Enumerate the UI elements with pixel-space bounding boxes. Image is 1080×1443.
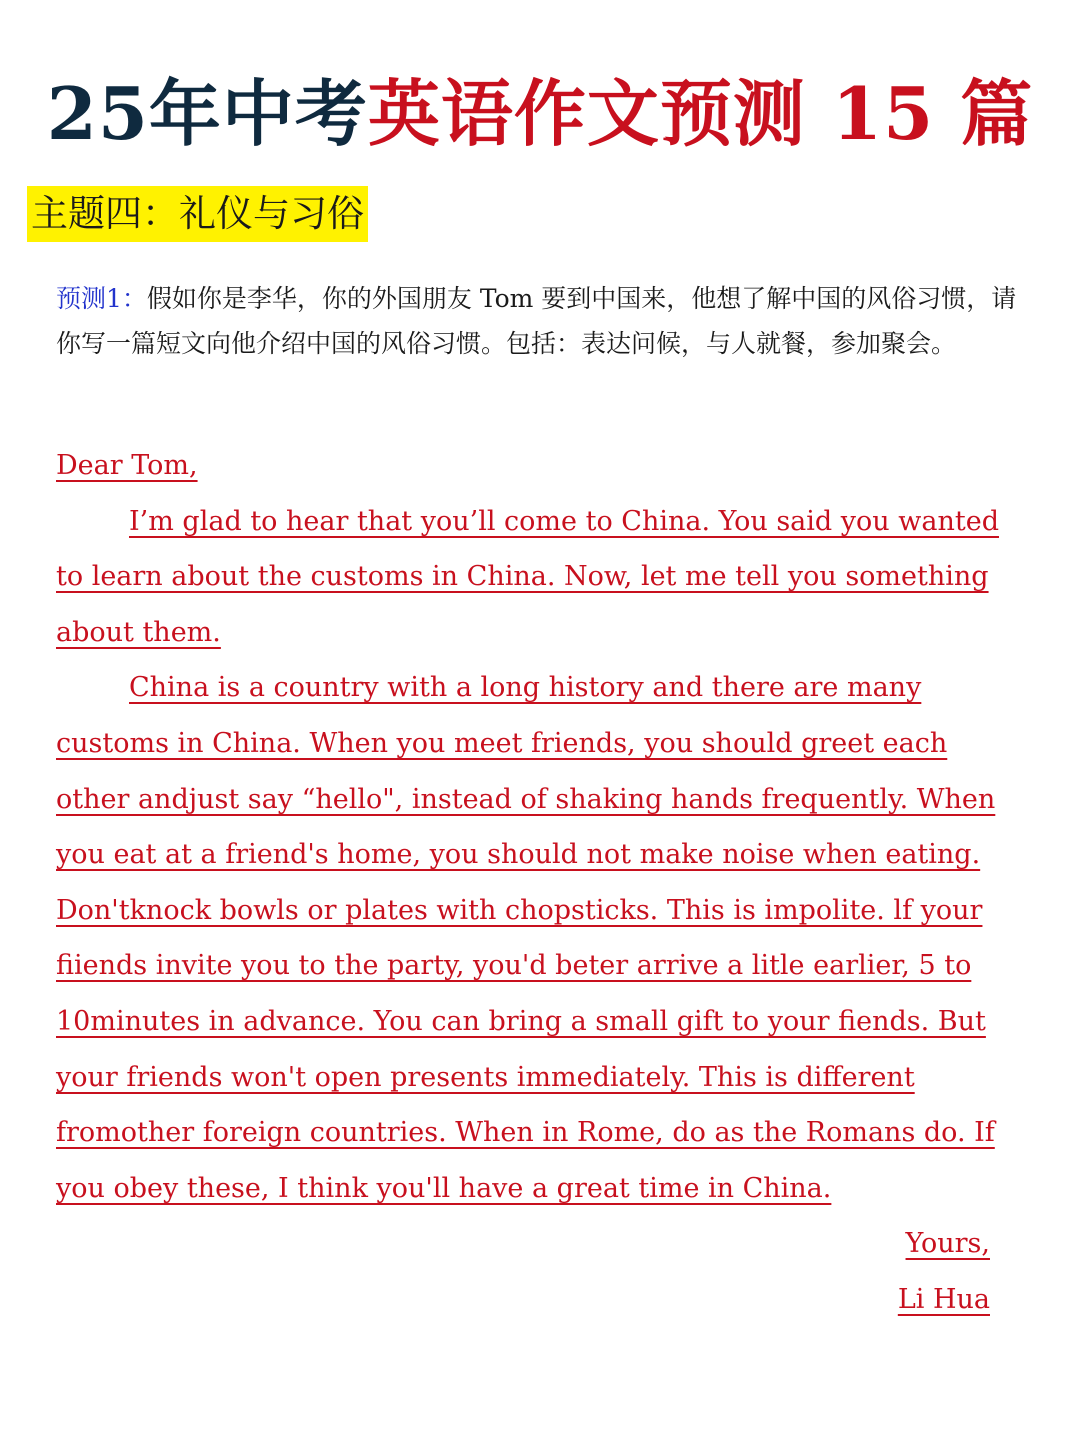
theme-label: 主题四：礼仪与习俗 <box>27 186 368 242</box>
letter-paragraph-2 <box>56 660 1026 1216</box>
letter-paragraph-1 <box>56 494 1026 661</box>
page-title <box>0 66 1080 162</box>
letter-closing <box>56 1216 1026 1272</box>
prompt-text: 假如你是李华，你的外国朋友 Tom 要到中国来，他想了解中国的风俗习惯，请你写一篇短文向他介绍中国的风俗习惯。包括：表达问候，与人就餐，参加聚会。 <box>56 284 1017 358</box>
closing-text: Yours, <box>905 1228 990 1260</box>
title-red-part: 英语作文预测 15 篇 <box>367 71 1034 156</box>
sample-letter <box>56 438 1026 1328</box>
essay-prompt <box>56 276 1031 366</box>
paragraph-1-text: I’m glad to hear that you’ll come to China. You said you wanted to learn about the customs in China. Now, let me tell you something about them. <box>56 505 999 648</box>
paragraph-2-text: China is a country with a long history and there are many customs in China. When you meet friends, you should greet each other andjust say “hello", instead of shaking hands frequently. When you eat at a friend's home, you should not make noise when eating. Don'tknock bowls or plates with chopsticks. This is impolite. lf your fiiends invite you to the party, you'd beter arrive a litle earlier, 5 to 10minutes in advance. You can bring a small gift to your fiends. But your friends won't open presents immediately. This is different fromother foreign countries. When in Rome, do as the Romans do. If you obey these, I think you'll have a great time in China. <box>56 672 996 1204</box>
salutation-text: Dear Tom, <box>56 450 198 481</box>
title-dark-part: 25年中考 <box>46 71 368 156</box>
letter-signature <box>56 1272 1026 1328</box>
letter-salutation <box>56 438 1026 494</box>
prompt-label: 预测1： <box>56 284 147 313</box>
signature-text: Li Hua <box>897 1283 990 1315</box>
